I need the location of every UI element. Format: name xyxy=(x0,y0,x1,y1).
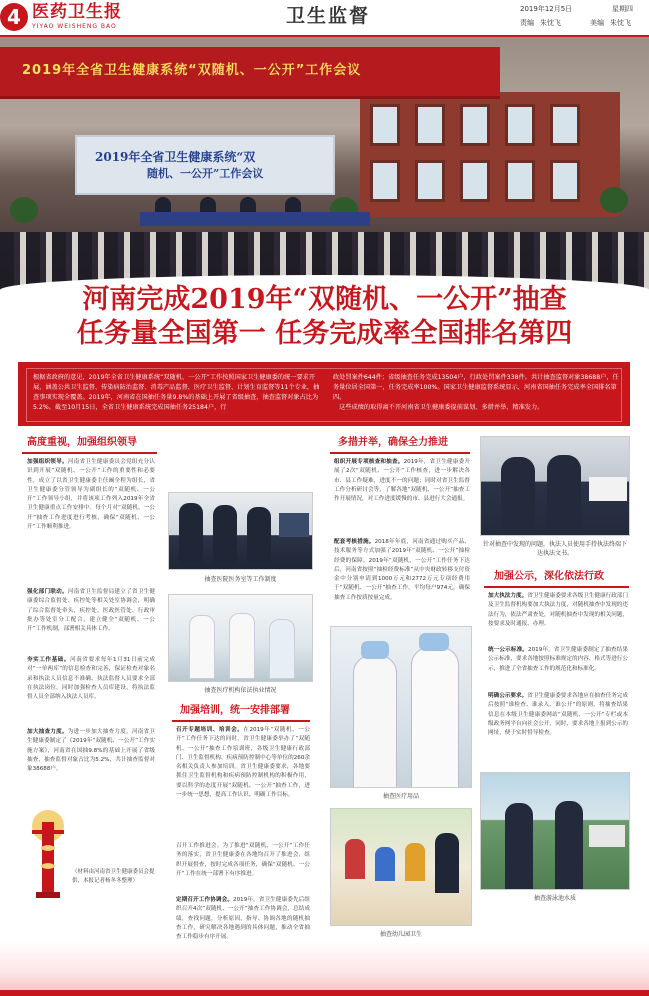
inspection-photo-2 xyxy=(168,594,313,682)
banner-text: 2019年全省卫生健康系统“双随机、一公开”工作会议 xyxy=(22,63,362,78)
paragraph-text: 为进一步加大抽查力度，河南省卫生健康委制定了《2019年“双随机、一公开”工作实施方案》，河南省在国抽9.8%的基础上开展了省级抽查，抽查监督对象占比为5.2%，共计抽查监督对象38688户。 xyxy=(27,729,155,773)
paragraph-text: 2019年，省卫生健康委先后组织召开4次“双随机、一公开”抽查工作协调会，总结成绩，查找问题，分析原因，指导、协调各地的随机抽查工作，研究解决各地遇到的具体问题，推动全省抽查工作稳步有序开展。 xyxy=(176,897,310,941)
bold-lead: 夯实工作基础。 xyxy=(27,657,71,663)
photo-caption-1: 抽查医院医务室等工作制度 xyxy=(204,576,277,583)
photo-caption-3: 针对抽查中发现的问题，执法人员使用手持执法终端下达执法文书。 xyxy=(482,541,627,557)
huabiao-pillar-icon xyxy=(30,808,66,898)
window xyxy=(550,160,580,202)
section-title: 卫生监督 xyxy=(286,5,371,27)
lead-frame xyxy=(26,368,622,422)
paragraph-text: 在2019年“双随机、一公开”工作任务下达的同时，省卫生健康委举办了“双随机、一公开”抽查工作培训班，各级卫生健康行政部门、卫生监督机构、疾病预防控制中心等单位的260余名相关负责人参加培训。省卫生健康委要求，各地要抓住卫生监督机构和疾病预防控制机构的积极作用，要以科学的态度开展“双随机、一公开”抽查工作，进一步统一思想，提高工作认识、明确工作目标。 xyxy=(176,727,310,799)
inspection-photo-4 xyxy=(330,808,472,926)
screen-text: 2019年全省卫生健康系统“双 xyxy=(95,150,256,164)
child xyxy=(405,843,425,881)
figure xyxy=(269,619,295,679)
photo-caption-4: 抽查医疗用品 xyxy=(382,793,419,800)
bold-lead: 配套考核措施。 xyxy=(334,539,375,545)
footer-decoration xyxy=(0,940,649,996)
figure xyxy=(353,655,397,788)
window xyxy=(460,104,490,146)
editor-name: 朱忱飞 xyxy=(540,19,561,27)
paragraph-text: 省卫生健康委要求各地应在抽查任务完成后按照“谁检查、谁录入、谁公开”的原则，将抽查结果信息在本级卫生健康委网站“双随机、一公开”专栏或本级政务网平台向社会公开，同时，要求各地上报到公示的网址，便于实时督导检查。 xyxy=(488,693,628,737)
figure xyxy=(555,801,583,889)
plant xyxy=(10,197,38,223)
stage-table xyxy=(140,212,370,226)
paragraph-text: 2019年，省卫生健康委制定了抽查结果公示标准，要求各地按照标准规定的内容、格式等进行公示，推进了全省抽查工作的规范化和标准化。 xyxy=(488,647,628,672)
bold-lead: 召开专题培训、培训会。 xyxy=(176,727,244,733)
bold-lead: 统一公示标准。 xyxy=(488,647,529,653)
figure xyxy=(229,613,255,679)
inspector xyxy=(435,833,459,893)
bold-lead: 组织开展专项核查和抽查。 xyxy=(334,459,404,465)
cap xyxy=(419,633,449,651)
section-heading-2: 加强培训，统一安排部署 xyxy=(180,705,290,716)
section1-paragraph-2 xyxy=(27,588,155,634)
paragraph-text: 2019年，省卫生健康委开展了2次“双随机、一公开”工作核查，进一步解决各市、县工作疑难，进度不一的问题；同时对省卫生监督工作分析研讨会等，了解各地“双随机、一公开”抽查工作开展情况，对工作进度缓慢的市、县进行大会通报。 xyxy=(334,459,470,503)
lead-box xyxy=(18,362,630,426)
section2-paragraph-2: 召开工作推进会。为了推进“双随机、一公开”工作任务的落实，省卫生健康委在各地均召开了推进会，组织开展督查，按时完成各项任务，确保“双随机、一公开”工作在统一部署下有序推进。 xyxy=(176,843,310,877)
section1-paragraph-1 xyxy=(27,458,155,532)
section2-paragraph-1 xyxy=(176,726,310,800)
paragraph-text: 省卫生健康委要求各级卫生健康行政部门及卫生监督机构要加大执法力度，对随机抽查中发现的违法行为，依法严肃查处，对随机抽查中发现的相关问题，按要求及时通报、办理。 xyxy=(488,593,628,627)
headline-line-1: 河南完成2019年“双随机、一公开”抽查 xyxy=(82,284,567,315)
inspection-photo-6 xyxy=(480,772,630,890)
child xyxy=(345,839,365,879)
lead-column-2: 政处罚案件644件；省级抽查任务完成13504户，行政处罚案件338件。共计抽查监督对象38688户，任务量位居全国第一，任务完成率100%。国家卫生健康监督系统显示，河南省国抽任务完成率全国排名第四。 这些成绩的取得离不开河南省卫生健康委提前谋划、多措并举、精准发力。 xyxy=(333,374,619,411)
bold-lead: 明确公示要求。 xyxy=(488,693,528,699)
test-kit xyxy=(589,825,625,847)
section4-paragraph-1 xyxy=(488,592,628,629)
paragraph-text: 河南省要求每年1月31日前完成对“一单两库”的信息检查和完善，保证检查对象名录和执法人员信息不准确、执法监督人员要求全部在执法岗位，同时加强检查人员库建设，将执法监督人员全部纳入执法人员库。 xyxy=(27,657,155,701)
window xyxy=(505,104,535,146)
bold-lead: 定期召开工作协调会。 xyxy=(176,897,234,903)
inspection-photo-1 xyxy=(168,492,313,570)
paragraph-text: 河南省卫生监督局建立了省卫生健康委综合监督处、疾控处等相关处室协调会，明确了综合监督处牵头，疾控处、医政医管处、行政审批办等处室分工配合，建立健全“双随机、一公开”工作机制，部署相关具体工作。 xyxy=(27,589,155,633)
child xyxy=(375,847,395,881)
designer-label: 美编 xyxy=(590,19,604,27)
newspaper-logo-en: YIYAO WEISHENG BAO xyxy=(32,23,117,30)
window xyxy=(415,104,445,146)
page-number: 4 xyxy=(0,3,28,31)
section2-paragraph-3 xyxy=(176,896,310,942)
plant xyxy=(600,187,628,213)
bold-lead: 加大执法力度。 xyxy=(488,593,528,599)
conference-photo xyxy=(0,37,649,290)
section-heading-1: 高度重视，加强组织领导 xyxy=(27,437,137,448)
newspaper-logo: 医药卫生报 xyxy=(32,2,122,22)
photo-caption-5: 抽查幼儿园卫生 xyxy=(379,931,422,938)
section-rule-4 xyxy=(484,586,629,588)
window xyxy=(460,160,490,202)
figure xyxy=(505,803,533,889)
screen-text-2: 随机、一公开”工作会议 xyxy=(147,167,264,180)
section3-paragraph-1 xyxy=(334,458,470,504)
figure xyxy=(213,505,237,563)
window xyxy=(550,104,580,146)
section-rule-3 xyxy=(330,452,470,454)
inspection-photo-5 xyxy=(480,436,630,536)
section4-paragraph-3 xyxy=(488,692,628,738)
section-heading-4: 加强公示，深化依法行政 xyxy=(494,571,604,582)
figure xyxy=(411,647,459,788)
bold-lead: 强化部门联动。 xyxy=(27,589,68,595)
monitor xyxy=(279,513,309,537)
lead-column-1: 根据省政府的意见，2019年全省卫生健康系统“双随机、一公开”工作按照国家卫生健康委的统一要求开展，涵盖公共卫生监督、传染病防治监督、消毒产品监督、医疗卫生监督、计划生育监督等11个专业，抽查事项实现全覆盖。2019年，河南省在国抽任务量9.8%的基础上开展了省级抽查，抽查监督对象占比为5.2%。截至10月15日，全省卫生健康系统完成国抽任务25184户，行 xyxy=(33,374,320,411)
figure xyxy=(547,455,581,536)
inspection-photo-3 xyxy=(330,626,472,788)
projection-screen xyxy=(75,135,335,195)
section-rule-2 xyxy=(172,720,310,722)
hall-wall xyxy=(360,92,620,217)
headline-line-2: 任务量全国第一 任务完成率全国排名第四 xyxy=(76,318,573,349)
section4-paragraph-2 xyxy=(488,646,628,674)
section-heading-3: 多措并举，确保全力推进 xyxy=(338,437,448,448)
section1-paragraph-4 xyxy=(27,728,155,774)
window xyxy=(370,160,400,202)
window xyxy=(415,160,445,202)
section-rule-1 xyxy=(22,452,157,454)
photo-caption-6: 抽查游泳池水质 xyxy=(533,895,576,902)
designer-name: 朱忱飞 xyxy=(610,19,631,27)
source-note: （材料由河南省卫生健康委员会提供，本报记者杨冬冬整理） xyxy=(72,869,155,884)
cap xyxy=(361,641,389,659)
window xyxy=(505,160,535,202)
bold-lead: 加大抽查力度。 xyxy=(27,729,68,735)
document xyxy=(589,477,627,501)
bold-lead: 加强组织领导。 xyxy=(27,459,68,465)
paragraph-text: 2018年年底，河南省通过购买产品、技术服务等方式加强了2019年“双随机、一公开”抽检经费的保障。2019年“双随机、一公开”工作任务下达后，河南省按照“抽检经费标准”从中央财政转移支付资金中分别申请到1000万元和2772万元专项经费用于“双随机、一公开”抽查工作，平均每户974元，确保抽查工作按质按量完成。 xyxy=(334,539,470,601)
window xyxy=(370,104,400,146)
bottom-rule xyxy=(0,990,649,996)
section3-paragraph-2 xyxy=(334,538,470,603)
issue-weekday: 星期四 xyxy=(612,5,633,13)
issue-date: 2019年12月5日 xyxy=(520,5,573,13)
figure xyxy=(247,507,271,563)
conference-banner xyxy=(0,47,500,99)
figure xyxy=(189,615,215,679)
editor-label: 责编 xyxy=(520,19,534,27)
page-header xyxy=(0,0,649,36)
section1-paragraph-3 xyxy=(27,656,155,702)
paragraph-text: 河南省卫生健康委员会党组充分认识到开展“双随机、一公开”工作的重要性和必要性，成立了以省卫生健康委主任阚全程为组长，省卫生健康委分管领导为副组长的“双随机、一公开”工作领导小组，并将该项工作列入2019年全省卫生健康重点工作安排中。每个月对“双随机、一公开”抽查工作进度进行考核，确保“双随机、一公开”工作顺利推进。 xyxy=(27,459,155,531)
figure xyxy=(501,457,535,536)
figure xyxy=(179,503,203,563)
photo-caption-2: 抽查医疗机构依法执业情况 xyxy=(204,687,277,694)
